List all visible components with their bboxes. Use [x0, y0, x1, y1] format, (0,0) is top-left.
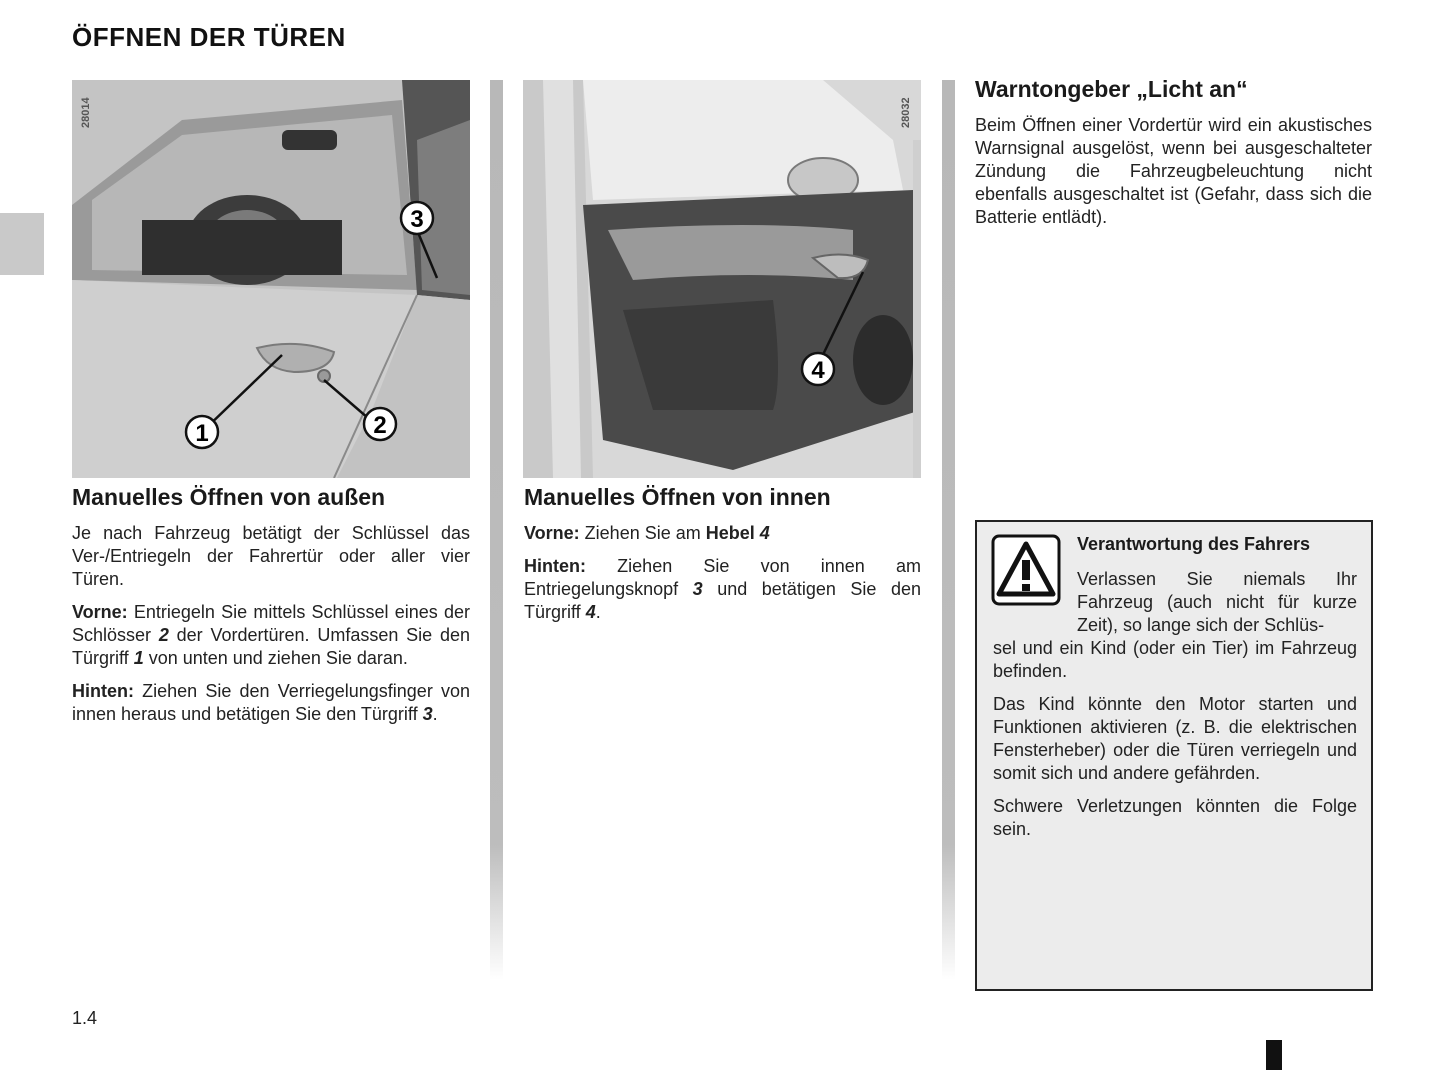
paragraph-rear-inside: Hinten: Ziehen Sie von innen am Entriegelungsknopf 3 und betätigen Sie den Türgriff 4.	[524, 556, 921, 622]
interior-door-illustration	[523, 80, 921, 478]
section-body-light-warning	[975, 114, 1372, 239]
warning-title: Verantwortung des Fahrers	[1077, 534, 1311, 554]
warning-box	[975, 520, 1373, 991]
figure-interior-door	[523, 80, 921, 478]
section-heading-outside: Manuelles Öffnen von außen	[72, 484, 386, 510]
warning-text-wrapped: Verlassen Sie niemals Ihr Fahrzeug (auch nicht für kurze Zeit), so lange sich der Schlüs-	[1077, 569, 1357, 635]
callout-4-label: 4	[811, 357, 825, 384]
figure-exterior-door	[72, 80, 470, 478]
warning-triangle-icon	[991, 534, 1061, 606]
paragraph-intro: Je nach Fahrzeug betätigt der Schlüssel das Ver-/Entriegeln der Fahrertür oder aller vier Türen.	[72, 523, 470, 589]
section-body-inside	[524, 522, 921, 634]
section-heading-inside: Manuelles Öffnen von innen	[524, 484, 831, 510]
paragraph-rear: Hinten: Ziehen Sie den Verriegelungsfinger von innen heraus und betätigen Sie den Türgriff 3.	[72, 681, 470, 724]
paragraph-light-warning: Beim Öffnen einer Vordertür wird ein akustisches Warnsignal ausgelöst, wenn bei ausgeschalteter Zündung die Fahrzeugbeleuchtung nicht ebenfalls ausgeschaltet ist (Gefahr, dass sich die Batterie entlädt).	[975, 115, 1372, 227]
warning-paragraph-2: Das Kind könnte den Motor starten und Funktionen aktivieren (z. B. die elektrischen Fensterheber) oder die Türen verriegeln und somit sich und andere gefährden.	[993, 694, 1357, 783]
figure-code-middle: 28032	[900, 97, 912, 128]
callout-2-label: 2	[373, 412, 387, 439]
column-divider-1	[490, 80, 503, 980]
section-body-outside	[72, 522, 470, 736]
warning-paragraph-1-end: sel und ein Kind (oder ein Tier) im Fahrzeug befinden.	[993, 638, 1357, 681]
paragraph-front: Vorne: Entriegeln Sie mittels Schlüssel eines der Schlösser 2 der Vordertüren. Umfassen Sie den Türgriff 1 von unten und ziehen Sie daran.	[72, 602, 470, 668]
chapter-tab	[0, 213, 44, 275]
warning-paragraph-3: Schwere Verletzungen könnten die Folge sein.	[993, 796, 1357, 839]
warning-text-body	[993, 637, 1357, 851]
callout-3-label: 3	[410, 206, 424, 233]
callout-1-label: 1	[195, 420, 209, 447]
page-edge-marker	[1266, 1040, 1282, 1070]
exterior-door-illustration	[72, 80, 470, 478]
paragraph-front-inside: Vorne: Ziehen Sie am Hebel 4	[524, 523, 770, 543]
figure-code-left: 28014	[80, 97, 92, 128]
page-title: ÖFFNEN DER TÜREN	[72, 22, 346, 52]
page-number: 1.4	[72, 1008, 98, 1028]
section-heading-light-warning: Warntongeber „Licht an“	[975, 76, 1248, 102]
column-divider-2	[942, 80, 955, 980]
